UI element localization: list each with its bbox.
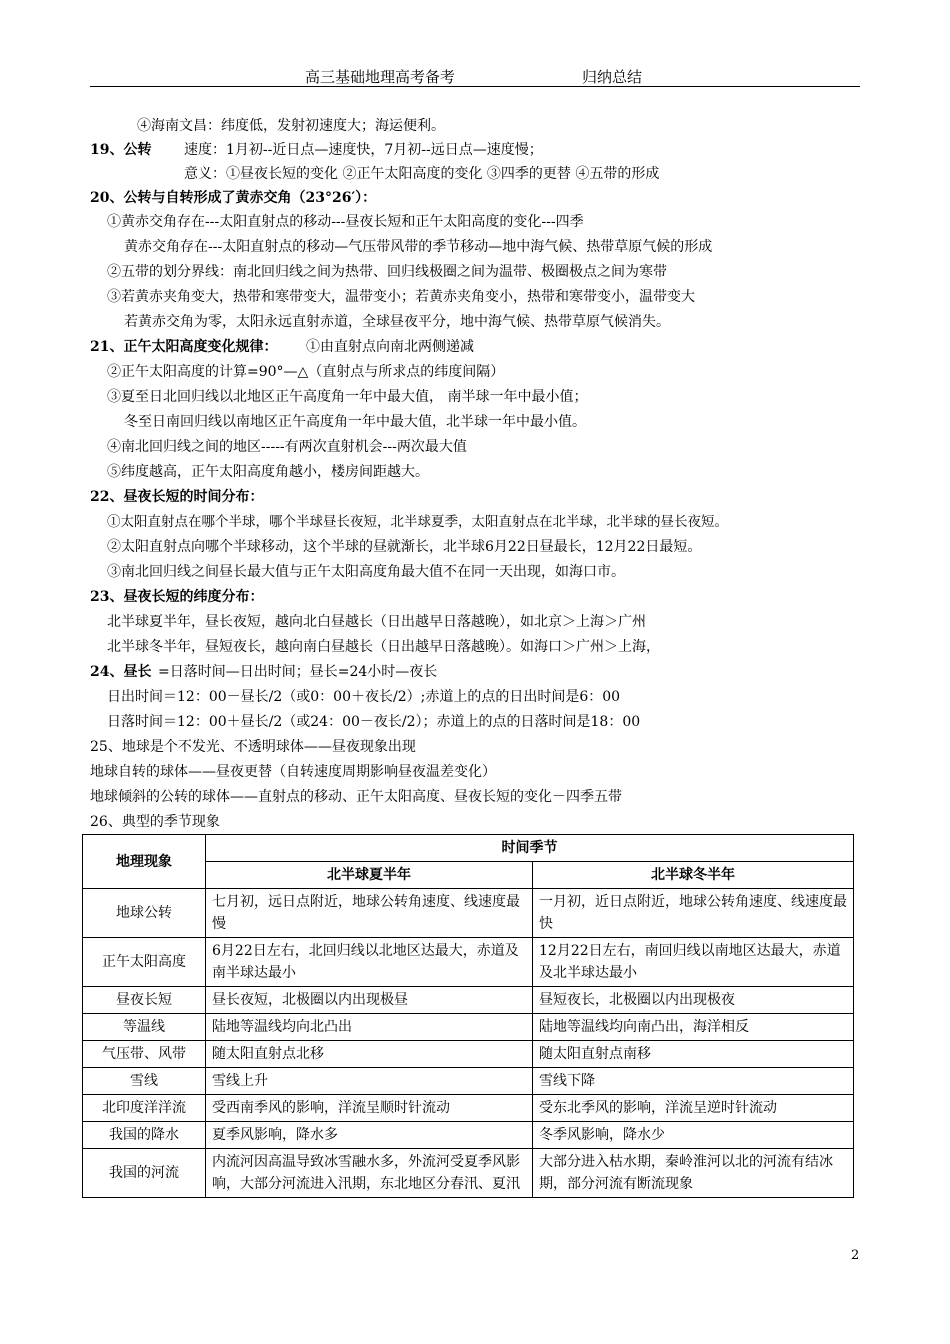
question-20-heading: 20、公转与自转形成了黄赤交角（23°26′）： [90,190,377,206]
text-line: ⑤纬度越高，正午太阳高度角越小，楼房间距越大。 [107,464,429,480]
row-winter: 冬季风影响，降水少 [533,1122,854,1149]
row-phenomenon: 地球公转 [83,889,206,938]
row-winter: 随太阳直射点南移 [533,1041,854,1068]
text-line: ③南北回归线之间昼长最大值与正午太阳高度角最大值不在同一天出现，如海口市。 [107,564,625,580]
row-summer: 七月初，远日点附近，地球公转角速度、线速度最慢 [206,889,533,938]
header-winter: 北半球冬半年 [533,862,854,889]
table-row [83,938,854,987]
table-row [83,1149,854,1198]
text-line: ①太阳直射点在哪个半球，哪个半球昼长夜短，北半球夏季，太阳直射点在北半球，北半球的昼长夜短。 [107,514,728,530]
text-line: 北半球冬半年，昼短夜长，越向南白昼越长（日出越早日落越晚）。如海口＞广州＞上海， [107,639,660,655]
row-summer: 随太阳直射点北移 [206,1041,533,1068]
seasonal-phenomena-table [82,834,854,1198]
table-row [83,1095,854,1122]
row-phenomenon: 等温线 [83,1014,206,1041]
row-winter: 陆地等温线均向南凸出，海洋相反 [533,1014,854,1041]
row-winter: 受东北季风的影响，洋流呈逆时针流动 [533,1095,854,1122]
question-21-label: 21、正午太阳高度变化规律： [90,339,278,355]
text-line: ④南北回归线之间的地区-----有两次直射机会---两次最大值 [107,439,467,455]
row-winter: 一月初，近日点附近，地球公转角速度、线速度最快 [533,889,854,938]
row-summer: 昼长夜短，北极圈以内出现极昼 [206,987,533,1014]
text-line: 25、地球是个不发光、不透明球体——昼夜现象出现 [90,739,416,755]
row-summer: 雪线上升 [206,1068,533,1095]
page-number: 2 [851,1248,860,1263]
table-row [83,1041,854,1068]
question-23-heading: 23、昼夜长短的纬度分布： [90,589,264,605]
header-title-right: 归纳总结 [582,68,643,86]
question-22-heading: 22、昼夜长短的时间分布： [90,489,264,505]
text-line: ③夏至日北回归线以北地区正午高度角一年中最大值， 南半球一年中最小值； [107,389,588,405]
page-header [90,66,860,87]
text-line: 日出时间＝12：00－昼长/2（或0：00＋夜长/2）;赤道上的点的日出时间是6：00 [107,689,621,705]
question-19-label: 19、公转 [90,142,152,158]
header-summer: 北半球夏半年 [206,862,533,889]
row-phenomenon: 正午太阳高度 [83,938,206,987]
text-line: ②五带的划分界线：南北回归线之间为热带、回归线极圈之间为温带、极圈极点之间为寒带 [107,264,667,280]
text-line: ③若黄赤夹角变大，热带和寒带变大，温带变小；若黄赤夹角变小，热带和寒带变小，温带变大 [107,289,695,305]
row-phenomenon: 我国的降水 [83,1122,206,1149]
text-line: 地球自转的球体——昼夜更替（自转速度周期影响昼夜温差变化） [90,764,496,780]
row-phenomenon: 我国的河流 [83,1149,206,1198]
row-summer: 夏季风影响，降水多 [206,1122,533,1149]
text-line: 26、典型的季节现象 [90,814,220,830]
text-line: ①黄赤交角存在---太阳直射点的移动---昼夜长短和正午太阳高度的变化---四季 [107,214,584,230]
row-summer: 受西南季风的影响，洋流呈顺时针流动 [206,1095,533,1122]
text-line: =日落时间—日出时间；昼长=24小时—夜长 [158,664,438,680]
row-phenomenon: 气压带、风带 [83,1041,206,1068]
text-line: ②太阳直射点向哪个半球移动，这个半球的昼就渐长，北半球6月22日昼最长，12月22日最短。 [107,539,702,555]
text-line: 速度：1月初--近日点—速度快，7月初--远日点—速度慢； [184,142,543,158]
row-winter: 昼短夜长，北极圈以内出现极夜 [533,987,854,1014]
row-summer: 内流河因高温导致冰雪融水多，外流河受夏季风影响，大部分河流进入汛期，东北地区分春汛、夏汛 [206,1149,533,1198]
question-24-label: 24、昼长 [90,664,152,680]
table-row [83,1122,854,1149]
row-winter: 12月22日左右，南回归线以南地区达最大，赤道及北半球达最小 [533,938,854,987]
table-row [83,987,854,1014]
row-winter: 大部分进入枯水期，秦岭淮河以北的河流有结冰期，部分河流有断流现象 [533,1149,854,1198]
table-row [83,1014,854,1041]
text-line: ①由直射点向南北两侧递减 [306,339,474,355]
text-line: 冬至日南回归线以南地区正午高度角一年中最大值，北半球一年中最小值。 [124,414,586,430]
row-phenomenon: 雪线 [83,1068,206,1095]
table-row [83,889,854,938]
row-summer: 6月22日左右，北回归线以北地区达最大，赤道及南半球达最小 [206,938,533,987]
text-line: 日落时间＝12：00＋昼长/2（或24：00－夜长/2）；赤道上的点的日落时间是18：00 [107,714,641,730]
text-line: 北半球夏半年，昼长夜短，越向北白昼越长（日出越早日落越晚），如北京＞上海＞广州 [107,614,646,630]
text-line: ④海南文昌：纬度低，发射初速度大；海运便利。 [137,118,445,134]
row-summer: 陆地等温线均向北凸出 [206,1014,533,1041]
row-winter: 雪线下降 [533,1068,854,1095]
header-time-season: 时间季节 [206,835,854,862]
row-phenomenon: 昼夜长短 [83,987,206,1014]
header-title-left: 高三基础地理高考备考 [305,68,456,86]
table-row [83,1068,854,1095]
text-line: 地球倾斜的公转的球体——直射点的移动、正午太阳高度、昼夜长短的变化－四季五带 [90,789,622,805]
row-phenomenon: 北印度洋洋流 [83,1095,206,1122]
text-line: 黄赤交角存在---太阳直射点的移动—气压带风带的季节移动—地中海气候、热带草原气候的形成 [124,239,713,255]
header-phenomenon: 地理现象 [83,835,206,889]
text-line: 意义：①昼夜长短的变化 ②正午太阳高度的变化 ③四季的更替 ④五带的形成 [184,166,660,182]
text-line: 若黄赤交角为零，太阳永远直射赤道，全球昼夜平分，地中海气候、热带草原气候消失。 [124,314,670,330]
text-line: ②正午太阳高度的计算=90°—△（直射点与所求点的纬度间隔） [107,364,505,380]
